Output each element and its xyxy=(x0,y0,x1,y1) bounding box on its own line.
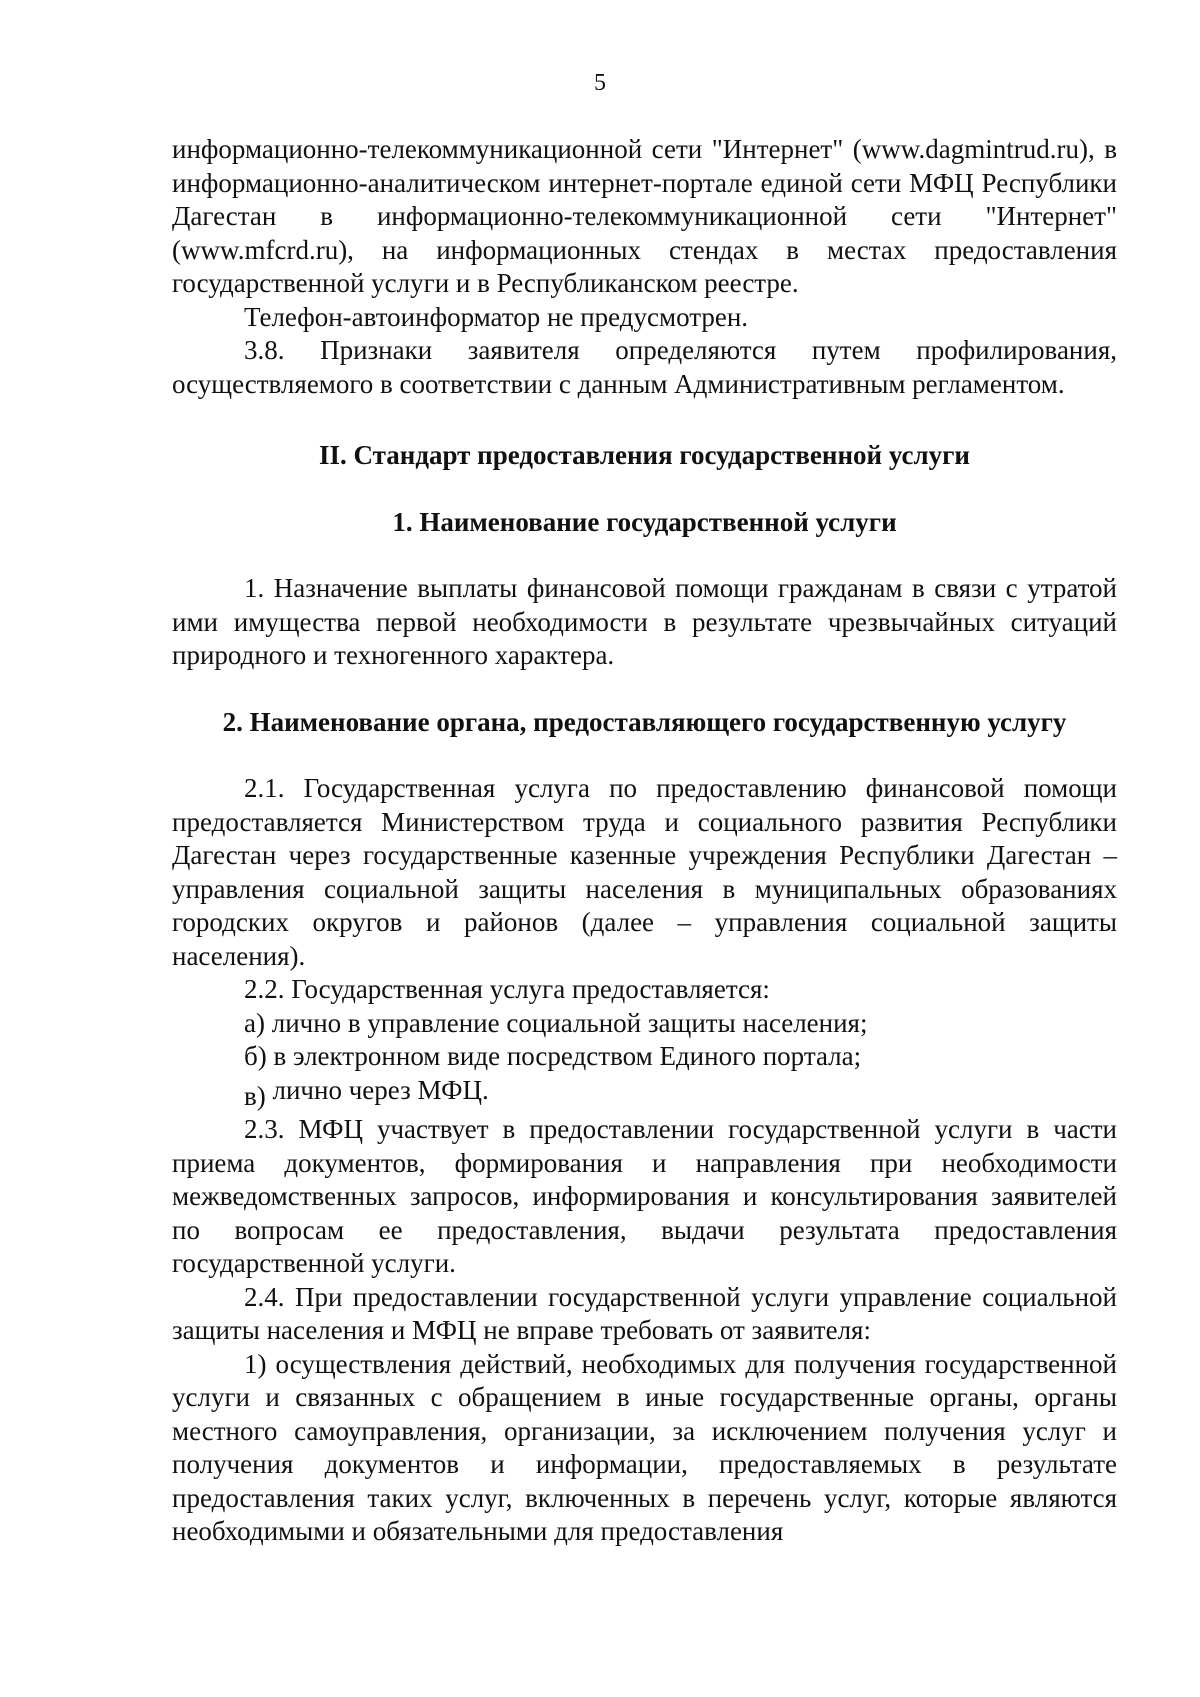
section-title: II. Стандарт предоставления государственной услуги xyxy=(319,440,970,470)
subsection-1-title: 1. Наименование государственной услуги xyxy=(392,506,897,537)
list-item-b: б) в электронном виде посредством Единого портала; xyxy=(244,1041,862,1071)
page-number: 5 xyxy=(594,70,606,96)
paragraph-2-4: 2.4. При предоставлении государственной услуги управление социальной защиты населения и МФЦ не вправе требовать от заявителя: xyxy=(172,1281,1117,1345)
paragraph-info-sources: информационно-телекоммуникационной сети "Интернет" (www.dagmintrud.ru), в информационно-аналитическом интернет-портале единой сети МФЦ Республики Дагестан в информационно-телекоммуникационной сети "Интернет" (www.mfcrd.ru), на информационных стендах в местах предоставления государственной услуги и в Республиканском реестре. xyxy=(172,134,1117,298)
paragraph-2-2: 2.2. Государственная услуга предоставляется: xyxy=(244,974,770,1004)
paragraph-service-name: 1. Назначение выплаты финансовой помощи гражданам в связи с утратой ими имущества первой необходимости в результате чрезвычайных ситуаций природного и техногенного характера. xyxy=(172,573,1117,670)
paragraph-phone: Телефон-автоинформатор не предусмотрен. xyxy=(244,301,749,332)
list-item-v xyxy=(172,1074,1117,1114)
paragraph-2-4-1: 1) осуществления действий, необходимых для получения государственной услуги и связанных с обращением в иные государственные органы, органы местного самоуправления, организации, за исключением получения услуг и получения документов и информации, предоставляемых в результате предоставления таких услуг, включенных в перечень услуг, которые являются необходимыми и обязательными для предоставления xyxy=(172,1348,1117,1546)
list-item-a: а) лично в управление социальной защиты населения; xyxy=(244,1007,868,1038)
document-body xyxy=(172,133,1117,1549)
paragraph-2-1: 2.1. Государственная услуга по предоставлению финансовой помощи предоставляется Министерством труда и социального развития Республики Дагестан через государственные казенные учреждения Республики Дагестан – управления социальной защиты населения в муниципальных образованиях городских округов и районов (далее – управления социальной защиты населения). xyxy=(172,773,1117,971)
list-item-v-letter: в) xyxy=(244,1080,266,1111)
list-item-v-text: лично через МФЦ. xyxy=(265,1074,489,1105)
paragraph-3-8: 3.8. Признаки заявителя определяются путем профилирования, осуществляемого в соответствии с данным Административным регламентом. xyxy=(172,335,1117,399)
paragraph-2-3: 2.3. МФЦ участвует в предоставлении государственной услуги в части приема документов, формирования и направления при необходимости межведомственных запросов, информирования и консультирования заявителей по вопросам ее предоставления, выдачи результата предоставления государственной услуги. xyxy=(172,1114,1117,1278)
subsection-2-title: 2. Наименование органа, предоставляющего государственную услугу xyxy=(222,706,1067,737)
